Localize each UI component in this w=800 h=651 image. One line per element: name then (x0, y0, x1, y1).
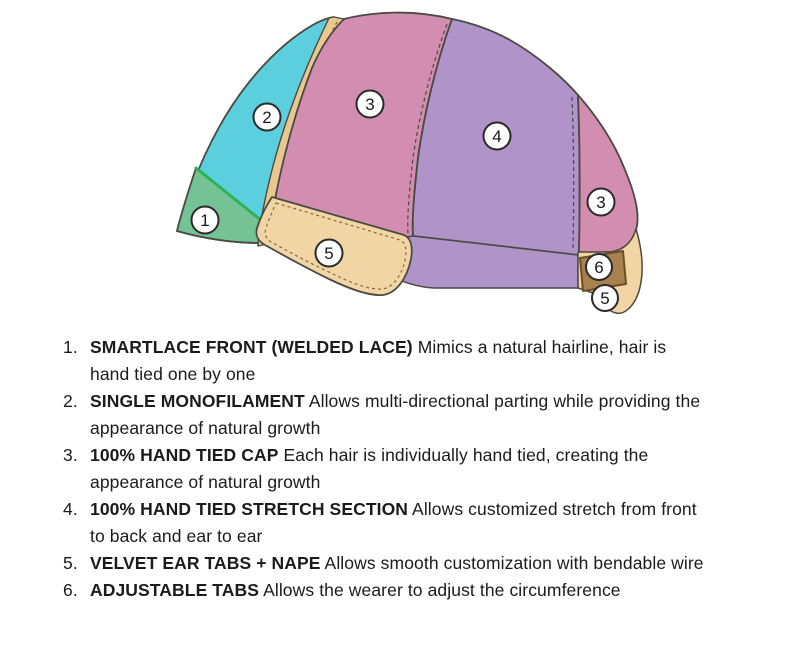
legend-item-text (90, 550, 705, 577)
legend-item-description: Each hair is individually hand tied, creating the appearance of natural growth (90, 445, 649, 492)
diagram-label-1 (192, 207, 219, 234)
legend-item-text (90, 577, 705, 604)
legend-item-description: Allows smooth customization with bendable wire (324, 553, 704, 573)
legend-item-2 (63, 388, 705, 442)
svg-text:3: 3 (365, 95, 375, 114)
legend-item-title: SINGLE MONOFILAMENT (90, 391, 305, 411)
legend-item-description: Allows multi-directional parting while providing the appearance of natural growth (90, 391, 701, 438)
legend-item-description: Allows the wearer to adjust the circumference (263, 580, 621, 600)
svg-text:1: 1 (200, 211, 210, 230)
legend-item-title: SMARTLACE FRONT (WELDED LACE) (90, 337, 413, 357)
diagram-label-3-front (357, 91, 384, 118)
legend-item-text (90, 334, 705, 388)
legend-item-text (90, 388, 705, 442)
legend-item-description: Mimics a natural hairline, hair is hand tied one by one (90, 337, 667, 384)
legend-item-title: 100% HAND TIED CAP (90, 445, 279, 465)
svg-text:4: 4 (492, 127, 502, 146)
svg-text:6: 6 (594, 258, 604, 277)
legend-item-1 (63, 334, 705, 388)
diagram-label-3-back (588, 189, 615, 216)
legend-list (63, 334, 705, 604)
svg-text:3: 3 (596, 193, 606, 212)
diagram-label-4 (484, 123, 511, 150)
legend-item-number: 2. (63, 391, 78, 411)
legend-item-number: 1. (63, 337, 78, 357)
legend-item-3 (63, 442, 705, 496)
legend-item-number: 3. (63, 445, 78, 465)
legend-item-title: 100% HAND TIED STRETCH SECTION (90, 499, 409, 519)
legend-item-title: ADJUSTABLE TABS (90, 580, 260, 600)
diagram-label-5-ear (316, 240, 343, 267)
svg-text:2: 2 (262, 108, 272, 127)
legend-item-4 (63, 496, 705, 550)
legend-item-number: 6. (63, 580, 78, 600)
legend-item-number: 4. (63, 499, 78, 519)
legend-item-text (90, 496, 705, 550)
legend-item-number: 5. (63, 553, 78, 573)
legend-item-5 (63, 550, 705, 577)
svg-text:5: 5 (600, 289, 610, 308)
diagram-label-5-nape (592, 285, 618, 311)
legend-item-text (90, 442, 705, 496)
legend-item-6 (63, 577, 705, 604)
legend-item-title: VELVET EAR TABS + NAPE (90, 553, 321, 573)
legend-item-description: Allows customized stretch from front to back and ear to ear (90, 499, 697, 546)
section-hand-tied-cap-back (578, 95, 638, 253)
diagram-label-6 (586, 254, 612, 280)
svg-text:5: 5 (324, 244, 334, 263)
diagram-label-2 (254, 104, 281, 131)
